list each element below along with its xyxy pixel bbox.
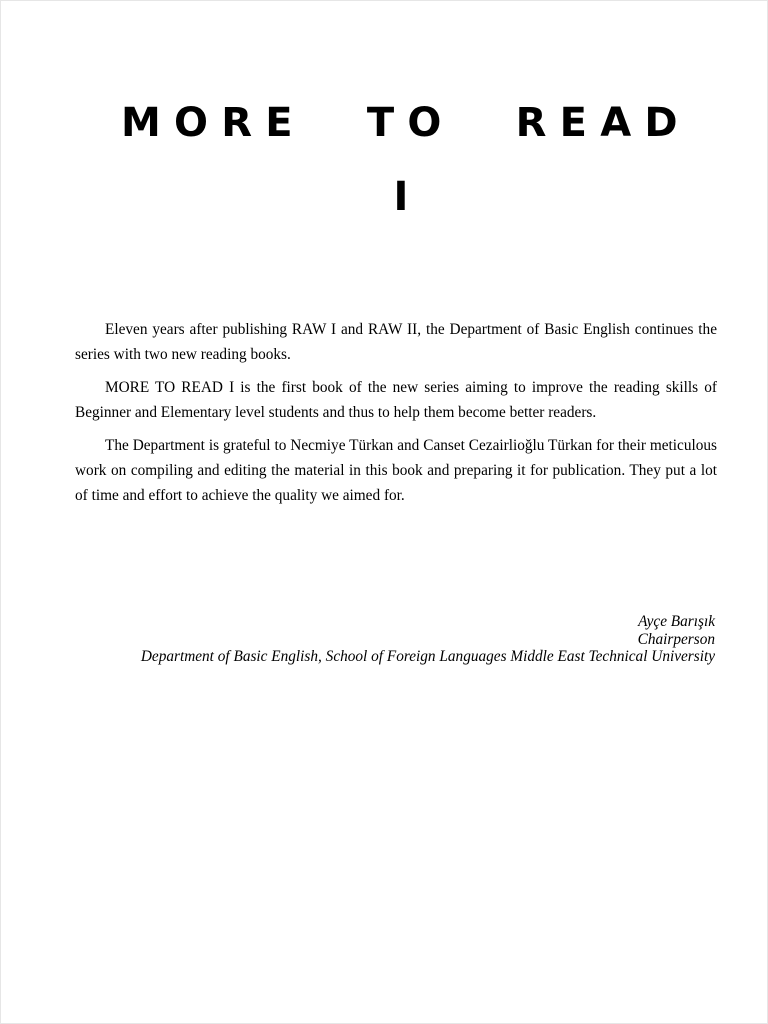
paragraph: MORE TO READ I is the first book of the new series aiming to improve the reading skills of Beginner and Elementary level students and thus to help them become better readers. xyxy=(75,379,717,421)
paragraph: The Department is grateful to Necmiye Türkan and Canset Cezairlioğlu Türkan for their meticulous work on compiling and editing the material in this book and preparing it for publication. They put a lot of time and effort to achieve the quality we aimed for. xyxy=(75,437,717,504)
signatory-role: Chairperson xyxy=(637,630,715,648)
signatory-affiliation: Department of Basic English, School of Foreign Languages Middle East Technical University xyxy=(140,648,715,665)
volume-number: I xyxy=(393,174,409,220)
preface-body xyxy=(75,317,717,516)
signatory-name: Ayçe Barışık xyxy=(638,613,715,630)
document-title: MORE TO READ xyxy=(121,100,691,146)
signature-block xyxy=(75,613,715,666)
paragraph: Eleven years after publishing RAW I and RAW II, the Department of Basic English continues the series with two new reading books. xyxy=(75,321,717,363)
